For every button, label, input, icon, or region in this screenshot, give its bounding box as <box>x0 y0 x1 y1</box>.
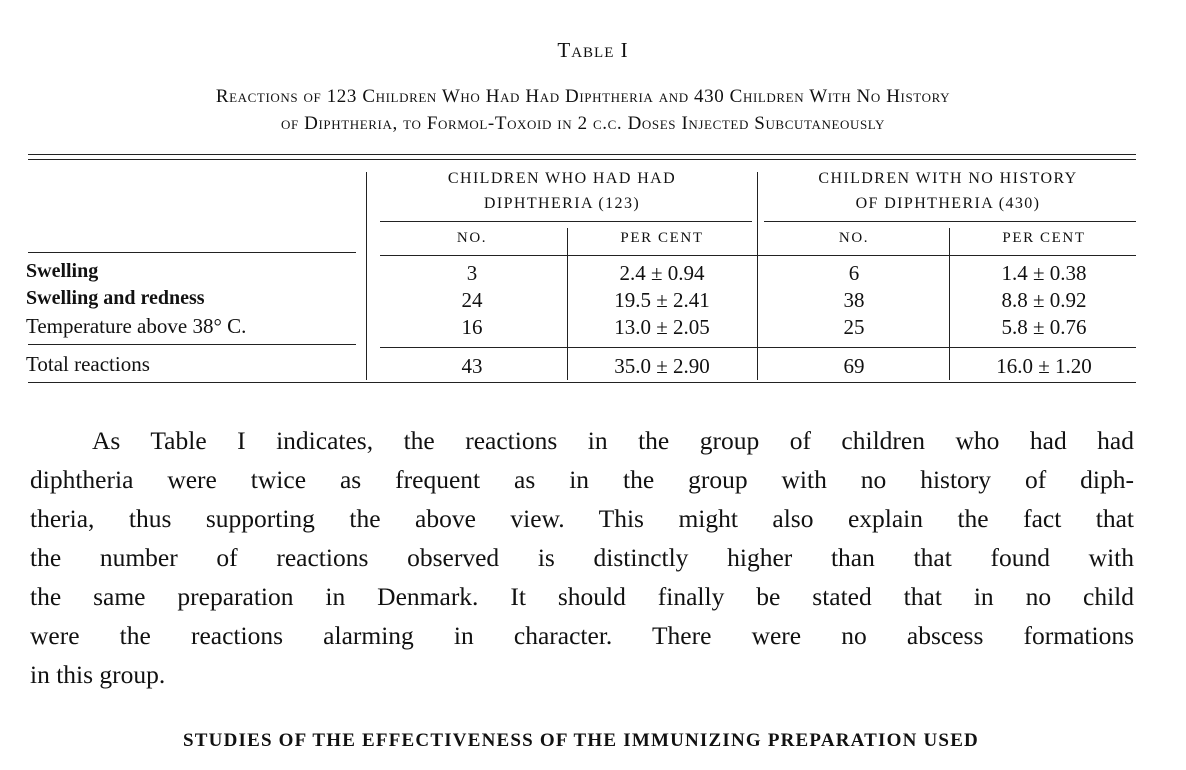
row-swelling-redness-g1-no: 24 <box>461 288 483 312</box>
row-total-g1-pct: 35.0 ± 2.90 <box>614 354 710 378</box>
group2-header-line-1: CHILDREN WITH NO HISTORY <box>818 170 1078 187</box>
row-swelling-g2-no: 6 <box>848 261 860 285</box>
table-label: Table I <box>557 38 629 62</box>
total-rule <box>380 347 1136 348</box>
row-label-temperature: Temperature above 38° C. <box>26 314 247 338</box>
row-swelling-g2-pct: 1.4 ± 0.38 <box>1001 261 1087 285</box>
row-swelling-g1-pct: 2.4 ± 0.94 <box>619 261 705 285</box>
section-heading: STUDIES OF THE EFFECTIVENESS OF THE IMMUNIZING PREPARATION USED <box>183 730 979 751</box>
row-swelling-g1-no: 3 <box>466 261 478 285</box>
table-divider-group1 <box>567 228 568 380</box>
group2-subheader-no: NO. <box>838 230 870 246</box>
paragraph-line: in this group. <box>30 660 166 689</box>
table-bottom-rule <box>28 382 1136 383</box>
table-divider-groups <box>757 172 758 380</box>
group1-subheader-per-cent: PER CENT <box>620 230 704 246</box>
paragraph-line: the same preparation in Denmark. It should finally be stated that in no child <box>30 582 1134 611</box>
group1-header-line-1: CHILDREN WHO HAD HAD <box>447 170 677 187</box>
row-total-g1-no: 43 <box>461 354 483 378</box>
table-divider-stub <box>366 172 367 380</box>
stub-total-rule <box>28 344 356 345</box>
paragraph-line: the number of reactions observed is distinctly higher than that found with <box>30 543 1134 572</box>
body-paragraph <box>30 421 1134 694</box>
group2-subheader-per-cent: PER CENT <box>1002 230 1086 246</box>
row-swelling-redness-g2-no: 38 <box>843 288 865 312</box>
table-top-rule <box>28 154 1136 155</box>
group2-header-line-2: OF DIPHTHERIA (430) <box>855 195 1041 212</box>
group2-header-rule <box>764 221 1136 222</box>
paragraph-line: diphtheria were twice as frequent as in the group with no history of diph- <box>30 465 1134 494</box>
row-label-total: Total reactions <box>26 352 150 376</box>
row-temperature-g2-no: 25 <box>843 315 865 339</box>
row-label-swelling-redness: Swelling and redness <box>26 287 205 309</box>
group1-subheader-no: NO. <box>456 230 488 246</box>
row-swelling-redness-g1-pct: 19.5 ± 2.41 <box>614 288 710 312</box>
paragraph-line: theria, thus supporting the above view. This might also explain the fact that <box>30 504 1134 533</box>
subheader-rule <box>380 255 1136 256</box>
row-temperature-g2-pct: 5.8 ± 0.76 <box>1001 315 1087 339</box>
row-total-g2-pct: 16.0 ± 1.20 <box>996 354 1092 378</box>
table-divider-group2 <box>949 228 950 380</box>
row-swelling-redness-g2-pct: 8.8 ± 0.92 <box>1001 288 1087 312</box>
row-total-g2-no: 69 <box>843 354 865 378</box>
paragraph-line: were the reactions alarming in character. There were no abscess formations <box>30 621 1134 650</box>
stub-header-rule <box>28 252 356 253</box>
group1-header-rule <box>380 221 752 222</box>
row-label-swelling: Swelling <box>26 260 99 282</box>
table-caption-line-1: Reactions of 123 Children Who Had Had Diphtheria and 430 Children With No History <box>215 86 951 107</box>
table-caption-line-2: of Diphtheria, to Formol-Toxoid in 2 c.c. Doses Injected Subcutaneously <box>280 113 886 134</box>
group1-header-line-2: DIPHTHERIA (123) <box>483 195 641 212</box>
table-top-rule-2 <box>28 159 1136 160</box>
paragraph-line: As Table I indicates, the reactions in the group of children who had had <box>92 426 1134 455</box>
row-temperature-g1-no: 16 <box>461 315 483 339</box>
row-temperature-g1-pct: 13.0 ± 2.05 <box>614 315 710 339</box>
